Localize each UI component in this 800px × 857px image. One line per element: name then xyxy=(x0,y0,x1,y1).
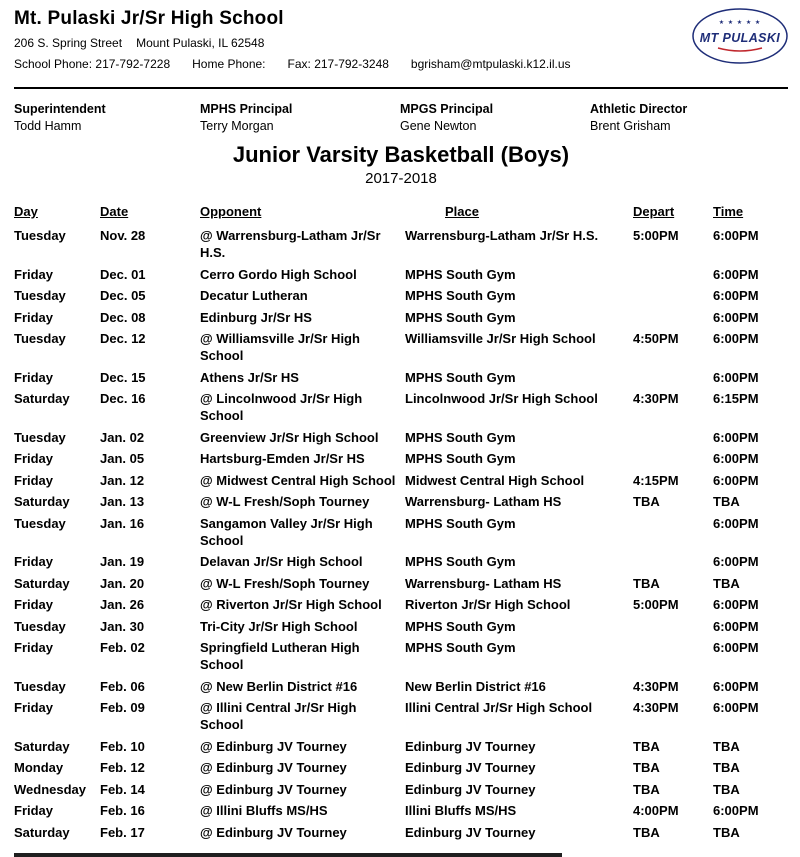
opponent-cell: @ Edinburg JV Tourney xyxy=(200,824,347,840)
table-row xyxy=(14,781,788,798)
address-city-state-zip: Mount Pulaski, IL 62548 xyxy=(136,36,265,50)
time-cell: 6:00PM xyxy=(713,288,759,303)
place-cell: Edinburg JV Tourney xyxy=(405,781,536,797)
header-divider xyxy=(14,87,788,89)
staff-title: Superintendent xyxy=(14,102,106,116)
home-phone-label: Home Phone: xyxy=(192,57,266,71)
logo-red-swash xyxy=(718,48,762,51)
day-cell: Tuesday xyxy=(14,618,66,634)
table-row xyxy=(14,472,788,489)
date-cell: Jan. 19 xyxy=(100,554,145,569)
table-row xyxy=(14,639,788,673)
place-cell: Riverton Jr/Sr High School xyxy=(405,597,571,612)
place-cell: Williamsville Jr/Sr High School xyxy=(405,331,596,346)
staff-mpgs-principal xyxy=(400,102,590,133)
staff-name: Terry Morgan xyxy=(200,119,274,133)
time-cell: 6:00PM xyxy=(713,597,759,612)
day-cell: Friday xyxy=(14,597,54,612)
staff-title: MPHS Principal xyxy=(200,102,293,116)
time-cell: 6:00PM xyxy=(713,472,759,488)
day-cell: Friday xyxy=(14,803,54,818)
time-cell: 6:00PM xyxy=(713,309,759,325)
date-cell: Feb. 06 xyxy=(100,678,145,694)
depart-cell xyxy=(633,515,713,549)
table-row xyxy=(14,493,788,510)
opponent-cell: @ Edinburg JV Tourney xyxy=(200,760,347,775)
date-cell: Dec. 05 xyxy=(100,288,146,303)
opponent-cell: @ Edinburg JV Tourney xyxy=(200,781,347,797)
depart-cell xyxy=(633,450,713,467)
logo-wordmark: MT PULASKI xyxy=(699,31,781,45)
table-row xyxy=(14,227,788,261)
depart-cell: TBA xyxy=(633,738,660,754)
date-cell: Feb. 12 xyxy=(100,760,145,775)
opponent-cell: @ W-L Fresh/Soph Tourney xyxy=(200,494,370,509)
date-cell: Dec. 16 xyxy=(100,391,146,406)
table-row xyxy=(14,429,788,446)
day-cell: Tuesday xyxy=(14,515,66,531)
depart-cell: 4:00PM xyxy=(633,803,679,818)
opponent-cell: Hartsburg-Emden Jr/Sr HS xyxy=(200,451,365,466)
table-row xyxy=(14,390,788,424)
depart-cell: 4:30PM xyxy=(633,391,679,406)
time-cell: 6:00PM xyxy=(713,678,759,694)
day-cell: Friday xyxy=(14,472,54,488)
fax-number: Fax: 217-792-3248 xyxy=(287,57,389,71)
place-cell: New Berlin District #16 xyxy=(405,678,546,694)
page-title: Junior Varsity Basketball (Boys) xyxy=(232,142,570,167)
depart-cell: TBA xyxy=(633,575,660,591)
depart-cell: TBA xyxy=(633,824,660,840)
column-header-day: Day xyxy=(14,204,38,219)
table-row xyxy=(14,618,788,635)
depart-cell xyxy=(633,429,713,446)
staff-athletic-director xyxy=(590,102,788,133)
place-cell: MPHS South Gym xyxy=(405,369,516,385)
day-cell: Tuesday xyxy=(14,288,66,303)
depart-cell: 5:00PM xyxy=(633,597,679,612)
place-cell: Edinburg JV Tourney xyxy=(405,760,536,775)
day-cell: Saturday xyxy=(14,494,70,509)
date-cell: Dec. 08 xyxy=(100,309,146,325)
staff-row xyxy=(14,102,788,133)
depart-cell: 4:30PM xyxy=(633,678,679,694)
day-cell: Saturday xyxy=(14,824,70,840)
table-row xyxy=(14,309,788,326)
opponent-cell: @ Midwest Central High School xyxy=(200,472,396,488)
opponent-cell: @ Illini Central Jr/Sr High School xyxy=(200,700,357,732)
date-cell: Jan. 26 xyxy=(100,597,145,612)
depart-cell xyxy=(633,309,713,326)
place-cell: Illini Central Jr/Sr High School xyxy=(405,700,593,715)
date-cell: Feb. 16 xyxy=(100,803,145,818)
time-cell: TBA xyxy=(713,760,740,775)
depart-cell xyxy=(633,266,713,283)
place-cell: Midwest Central High School xyxy=(405,472,585,488)
time-cell: 6:00PM xyxy=(713,228,759,243)
place-cell: Edinburg JV Tourney xyxy=(405,738,536,754)
place-cell: Warrensburg-Latham Jr/Sr H.S. xyxy=(405,228,599,243)
day-cell: Saturday xyxy=(14,391,70,406)
date-cell: Nov. 28 xyxy=(100,228,146,243)
date-cell: Dec. 15 xyxy=(100,369,146,385)
opponent-cell: Greenview Jr/Sr High School xyxy=(200,429,379,445)
opponent-cell: Sangamon Valley Jr/Sr High School xyxy=(200,515,373,548)
address-street: 206 S. Spring Street xyxy=(14,36,123,50)
place-cell: MPHS South Gym xyxy=(405,309,516,325)
depart-cell: 5:00PM xyxy=(633,228,679,243)
opponent-cell: Cerro Gordo High School xyxy=(200,266,357,282)
depart-cell: 4:15PM xyxy=(633,472,679,488)
table-row xyxy=(14,824,788,841)
time-cell: 6:00PM xyxy=(713,515,759,531)
time-cell: 6:00PM xyxy=(713,554,759,569)
time-cell: TBA xyxy=(713,781,740,797)
day-cell: Tuesday xyxy=(14,228,66,243)
school-name: Mt. Pulaski Jr/Sr High School xyxy=(14,8,284,29)
staff-superintendent xyxy=(14,102,200,133)
depart-cell xyxy=(633,287,713,304)
staff-name: Brent Grisham xyxy=(590,119,671,133)
depart-cell xyxy=(633,369,713,386)
time-cell: 6:00PM xyxy=(713,266,759,282)
time-cell: 6:00PM xyxy=(713,700,759,715)
place-cell: Edinburg JV Tourney xyxy=(405,824,536,840)
school-logo xyxy=(690,6,790,66)
day-cell: Monday xyxy=(14,760,64,775)
time-cell: TBA xyxy=(713,575,740,591)
day-cell: Friday xyxy=(14,369,54,385)
email-address: bgrisham@mtpulaski.k12.il.us xyxy=(410,57,571,71)
time-cell: TBA xyxy=(713,824,740,840)
column-header-place: Place xyxy=(445,204,479,219)
opponent-cell: Edinburg Jr/Sr HS xyxy=(200,309,312,325)
time-cell: 6:00PM xyxy=(713,618,759,634)
staff-title: MPGS Principal xyxy=(400,102,494,116)
opponent-cell: @ Lincolnwood Jr/Sr High School xyxy=(200,391,363,423)
time-cell: 6:15PM xyxy=(713,391,759,406)
opponent-cell: Athens Jr/Sr HS xyxy=(200,369,299,385)
place-cell: Lincolnwood Jr/Sr High School xyxy=(405,391,598,406)
depart-cell xyxy=(633,639,713,673)
depart-cell: 4:30PM xyxy=(633,700,679,715)
opponent-cell: @ New Berlin District #16 xyxy=(200,678,358,694)
school-phone: School Phone: 217-792-7228 xyxy=(14,57,171,71)
place-cell: Warrensburg- Latham HS xyxy=(405,575,562,591)
table-row xyxy=(14,678,788,695)
table-row xyxy=(14,575,788,592)
place-cell: MPHS South Gym xyxy=(405,266,516,282)
date-cell: Dec. 12 xyxy=(100,331,146,346)
opponent-cell: @ Edinburg JV Tourney xyxy=(200,738,347,754)
time-cell: 6:00PM xyxy=(713,451,759,466)
day-cell: Friday xyxy=(14,309,54,325)
staff-name: Todd Hamm xyxy=(14,119,82,133)
place-cell: MPHS South Gym xyxy=(405,515,516,531)
date-cell: Jan. 16 xyxy=(100,515,145,531)
time-cell: TBA xyxy=(713,738,740,754)
table-row xyxy=(14,369,788,386)
contact-line xyxy=(14,57,788,71)
table-row xyxy=(14,330,788,364)
day-cell: Tuesday xyxy=(14,429,66,445)
opponent-cell: Decatur Lutheran xyxy=(200,288,308,303)
place-cell: Illini Bluffs MS/HS xyxy=(405,803,517,818)
column-header-opponent: Opponent xyxy=(200,204,262,219)
opponent-cell: @ Riverton Jr/Sr High School xyxy=(200,597,382,612)
table-row xyxy=(14,738,788,755)
date-cell: Dec. 01 xyxy=(100,266,146,282)
place-cell: MPHS South Gym xyxy=(405,618,516,634)
place-cell: MPHS South Gym xyxy=(405,288,516,303)
staff-mphs-principal xyxy=(200,102,400,133)
table-header-row xyxy=(14,203,788,220)
opponent-cell: @ W-L Fresh/Soph Tourney xyxy=(200,575,370,591)
column-header-date: Date xyxy=(100,204,129,219)
depart-cell: 4:50PM xyxy=(633,331,679,346)
school-address xyxy=(14,36,788,50)
column-header-time: Time xyxy=(713,204,744,219)
date-cell: Feb. 17 xyxy=(100,824,145,840)
day-cell: Saturday xyxy=(14,575,70,591)
day-cell: Friday xyxy=(14,640,54,655)
opponent-cell: Delavan Jr/Sr High School xyxy=(200,554,363,569)
depart-cell: TBA xyxy=(633,760,660,775)
opponent-cell: @ Illini Bluffs MS/HS xyxy=(200,803,328,818)
date-cell: Jan. 12 xyxy=(100,472,145,488)
staff-name: Gene Newton xyxy=(400,119,477,133)
table-row xyxy=(14,596,788,613)
date-cell: Jan. 13 xyxy=(100,494,145,509)
date-cell: Jan. 30 xyxy=(100,618,145,634)
day-cell: Friday xyxy=(14,451,54,466)
time-cell: 6:00PM xyxy=(713,331,759,346)
date-cell: Feb. 10 xyxy=(100,738,145,754)
opponent-cell: Tri-City Jr/Sr High School xyxy=(200,618,358,634)
time-cell: 6:00PM xyxy=(713,369,759,385)
opponent-cell: @ Warrensburg-Latham Jr/Sr H.S. xyxy=(200,228,381,260)
date-cell: Feb. 14 xyxy=(100,781,145,797)
table-row xyxy=(14,287,788,304)
table-row xyxy=(14,450,788,467)
table-row xyxy=(14,699,788,733)
time-cell: 6:00PM xyxy=(713,429,759,445)
opponent-cell: Springfield Lutheran High School xyxy=(200,640,360,672)
depart-cell: TBA xyxy=(633,494,660,509)
clipped-next-row-fragment xyxy=(14,853,562,857)
date-cell: Feb. 09 xyxy=(100,700,145,715)
date-cell: Feb. 02 xyxy=(100,640,145,655)
depart-cell xyxy=(633,618,713,635)
time-cell: TBA xyxy=(713,494,740,509)
day-cell: Friday xyxy=(14,266,54,282)
day-cell: Friday xyxy=(14,700,54,715)
place-cell: Warrensburg- Latham HS xyxy=(405,494,562,509)
table-row xyxy=(14,266,788,283)
table-row xyxy=(14,759,788,776)
date-cell: Jan. 05 xyxy=(100,451,145,466)
table-row xyxy=(14,515,788,549)
date-cell: Jan. 20 xyxy=(100,575,145,591)
depart-cell: TBA xyxy=(633,781,660,797)
time-cell: 6:00PM xyxy=(713,803,759,818)
place-cell: MPHS South Gym xyxy=(405,451,516,466)
time-cell: 6:00PM xyxy=(713,640,759,655)
staff-title: Athletic Director xyxy=(590,102,688,116)
place-cell: MPHS South Gym xyxy=(405,429,516,445)
date-cell: Jan. 02 xyxy=(100,429,145,445)
place-cell: MPHS South Gym xyxy=(405,640,516,655)
day-cell: Tuesday xyxy=(14,331,66,346)
schedule-table xyxy=(14,203,788,841)
depart-cell xyxy=(633,553,713,570)
table-row xyxy=(14,553,788,570)
day-cell: Friday xyxy=(14,554,54,569)
schedule-body xyxy=(14,227,788,841)
place-cell: MPHS South Gym xyxy=(405,554,516,569)
day-cell: Wednesday xyxy=(14,781,87,797)
opponent-cell: @ Williamsville Jr/Sr High School xyxy=(200,331,360,363)
season-subtitle: 2017-2018 xyxy=(365,170,437,187)
table-row xyxy=(14,802,788,819)
logo-stars-icon: ★ ★ ★ ★ ★ xyxy=(718,20,762,26)
column-header-depart: Depart xyxy=(633,204,675,219)
day-cell: Tuesday xyxy=(14,678,66,694)
day-cell: Saturday xyxy=(14,738,70,754)
